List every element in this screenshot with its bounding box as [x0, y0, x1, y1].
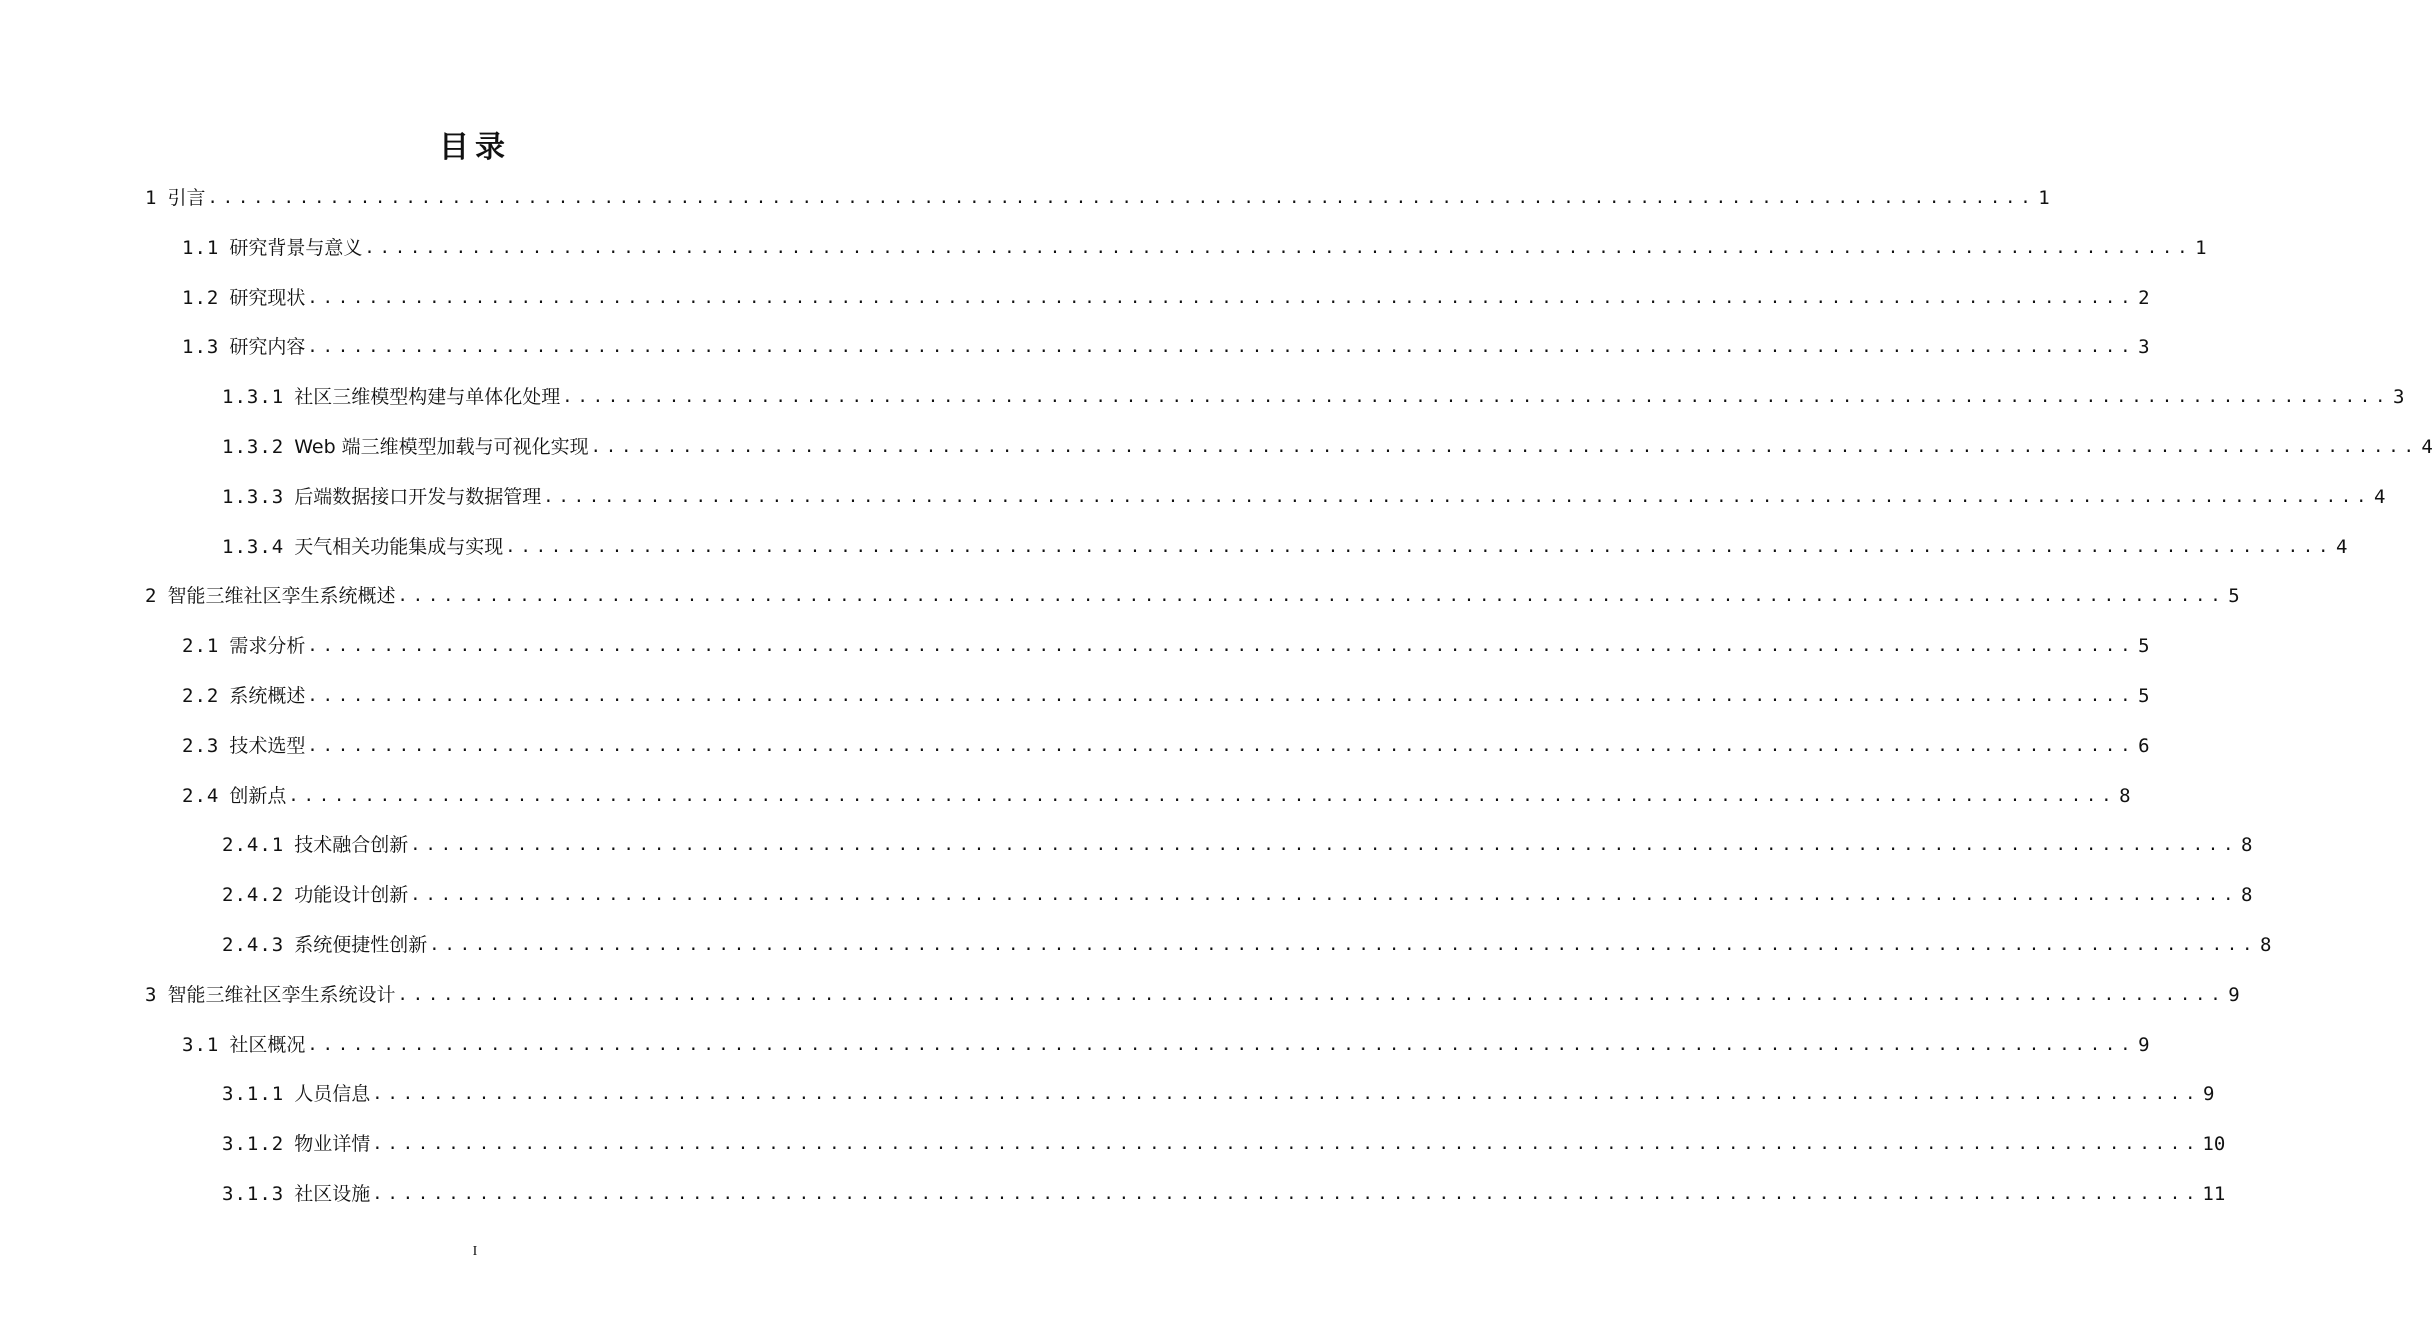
toc-entry-label: 系统概述: [229, 685, 306, 707]
toc-entry-page: 4: [2335, 535, 2348, 558]
toc-entry[interactable]: [182, 668, 2150, 708]
toc-entry-page: 9: [2138, 1033, 2150, 1056]
toc-dot-leader: ........................................................................................................................: [505, 536, 2334, 557]
toc-entry[interactable]: [182, 1017, 2150, 1057]
toc-entry-label: 物业详情: [294, 1133, 371, 1156]
footer-page-number: I: [472, 1244, 478, 1259]
toc-entry[interactable]: [222, 1066, 2215, 1106]
toc-entry-page: 1: [2038, 187, 2050, 209]
toc-entry-page: 10: [2202, 1133, 2226, 1156]
toc-entry-number: 3: [145, 983, 158, 1006]
toc-entry-label: 创新点: [229, 784, 287, 807]
toc-dot-leader: ........................................................................................................................: [429, 935, 2258, 955]
toc-dot-leader: ........................................................................................................................: [307, 287, 2136, 308]
toc-entry-label: 智能三维社区孪生系统设计: [167, 983, 396, 1006]
toc-entry-number: 2.4.3: [222, 934, 285, 956]
toc-entry-label: 智能三维社区孪生系统概述: [167, 585, 396, 608]
toc-entry-number: 2.3: [182, 734, 220, 757]
toc-entry[interactable]: [182, 718, 2150, 758]
toc-entry[interactable]: [145, 967, 2240, 1007]
toc-entry-number: 2.4.2: [222, 884, 285, 907]
toc-entry-page: 2: [2138, 286, 2150, 309]
toc-entry-page: 8: [2119, 784, 2131, 807]
toc-dot-leader: ........................................................................................................................: [207, 188, 2036, 208]
toc-entry-label: 系统便捷性创新: [294, 934, 428, 956]
toc-entry-number: 2.1: [182, 635, 220, 658]
toc-entry-label: 研究内容: [229, 336, 306, 359]
toc-entry-label: 引言: [167, 187, 206, 209]
toc-dot-leader: ........................................................................................................................: [364, 237, 2193, 258]
toc-entry-label: 研究背景与意义: [229, 236, 363, 259]
toc-entry-page: 4: [2421, 436, 2433, 458]
toc-dot-leader: ........................................................................................................................: [372, 1184, 2201, 1204]
toc-entry-label: 技术融合创新: [294, 834, 409, 857]
toc-entry-number: 3.1: [182, 1033, 220, 1056]
toc-entry-page: 8: [2240, 884, 2253, 907]
toc-entry[interactable]: [182, 618, 2150, 658]
toc-dot-leader: ........................................................................................................................: [372, 1134, 2201, 1155]
toc-dot-leader: ........................................................................................................................: [397, 586, 2226, 607]
toc-entry-number: 1.3: [182, 336, 220, 359]
toc-entry-number: 1: [145, 187, 158, 209]
toc-entry-page: 8: [2259, 934, 2272, 956]
toc-entry-number: 1.3.3: [222, 485, 285, 508]
toc-entry-number: 3.1.3: [222, 1183, 285, 1205]
toc-entry-page: 5: [2138, 635, 2150, 658]
toc-entry-label: 社区三维模型构建与单体化处理: [294, 386, 561, 409]
toc-entry-number: 2: [145, 585, 158, 608]
toc-entry[interactable]: [222, 419, 2433, 459]
toc-entry-page: 1: [2195, 236, 2207, 259]
toc-entry-number: 1.3.1: [222, 386, 285, 409]
toc-entry-page: 3: [2138, 336, 2150, 359]
toc-entry-label: 社区设施: [294, 1183, 371, 1205]
toc-entry-number: 1.3.2: [222, 436, 285, 458]
toc-entry[interactable]: [222, 519, 2348, 559]
toc-dot-leader: ........................................................................................................................: [307, 337, 2136, 358]
toc-dot-leader: ........................................................................................................................: [307, 636, 2136, 657]
toc-entry-number: 1.3.4: [222, 535, 285, 558]
toc-dot-leader: ........................................................................................................................: [410, 885, 2239, 906]
toc-entry[interactable]: [145, 568, 2240, 608]
toc-entry-number: 2.4: [182, 784, 220, 807]
toc-entry[interactable]: [222, 817, 2253, 857]
toc-dot-leader: ........................................................................................................................: [590, 437, 2419, 457]
toc-entry[interactable]: [182, 220, 2207, 260]
toc-entry-page: 5: [2228, 585, 2240, 608]
toc-entry[interactable]: [222, 867, 2253, 907]
toc-entry[interactable]: [182, 768, 2131, 808]
toc-entry[interactable]: [182, 270, 2150, 310]
toc-entry[interactable]: [145, 170, 2050, 210]
toc-entry[interactable]: [222, 1116, 2226, 1156]
toc-entry[interactable]: [222, 469, 2386, 509]
toc-entry-number: 3.1.1: [222, 1083, 285, 1106]
page-title: 目录: [439, 130, 511, 165]
toc-entry-page: 9: [2202, 1083, 2215, 1106]
toc-entry-label: 研究现状: [229, 286, 306, 309]
toc-dot-leader: ........................................................................................................................: [543, 486, 2372, 507]
toc-dot-leader: ........................................................................................................................: [307, 686, 2136, 706]
toc-dot-leader: ........................................................................................................................: [307, 1034, 2136, 1055]
toc-entry-label: 社区概况: [229, 1033, 306, 1056]
toc-dot-leader: ........................................................................................................................: [410, 835, 2239, 856]
toc-entry-number: 3.1.2: [222, 1133, 285, 1156]
toc-entry-label: 技术选型: [229, 734, 306, 757]
toc-entry-number: 2.4.1: [222, 834, 285, 857]
toc-dot-leader: ........................................................................................................................: [372, 1084, 2201, 1105]
toc-dot-leader: ........................................................................................................................: [397, 984, 2226, 1005]
toc-entry-label: 人员信息: [294, 1083, 371, 1106]
toc-entry-label: Web 端三维模型加载与可视化实现: [294, 436, 589, 458]
toc-entry-page: 6: [2138, 734, 2150, 757]
toc-entry-number: 1.1: [182, 236, 220, 259]
toc-entry-label: 天气相关功能集成与实现: [294, 535, 504, 558]
toc-entry-page: 11: [2202, 1183, 2226, 1205]
toc-entry-page: 3: [2392, 386, 2405, 409]
toc-entry-page: 8: [2240, 834, 2253, 857]
toc-entry-label: 功能设计创新: [294, 884, 409, 907]
toc-entry-label: 需求分析: [229, 635, 306, 658]
toc-entry[interactable]: [222, 1166, 2226, 1206]
toc-entry-number: 2.2: [182, 685, 220, 707]
toc-entry[interactable]: [182, 319, 2150, 359]
toc-dot-leader: ........................................................................................................................: [307, 735, 2136, 756]
toc-entry[interactable]: [222, 917, 2272, 957]
toc-dot-leader: ........................................................................................................................: [562, 387, 2391, 408]
toc-dot-leader: ........................................................................................................................: [288, 785, 2117, 806]
toc-entry-label: 后端数据接口开发与数据管理: [294, 485, 542, 508]
toc-entry-number: 1.2: [182, 286, 220, 309]
toc-entry-page: 5: [2138, 685, 2150, 707]
toc-entry[interactable]: [222, 369, 2405, 409]
toc-entry-page: 9: [2228, 983, 2240, 1006]
toc-entry-page: 4: [2373, 485, 2386, 508]
